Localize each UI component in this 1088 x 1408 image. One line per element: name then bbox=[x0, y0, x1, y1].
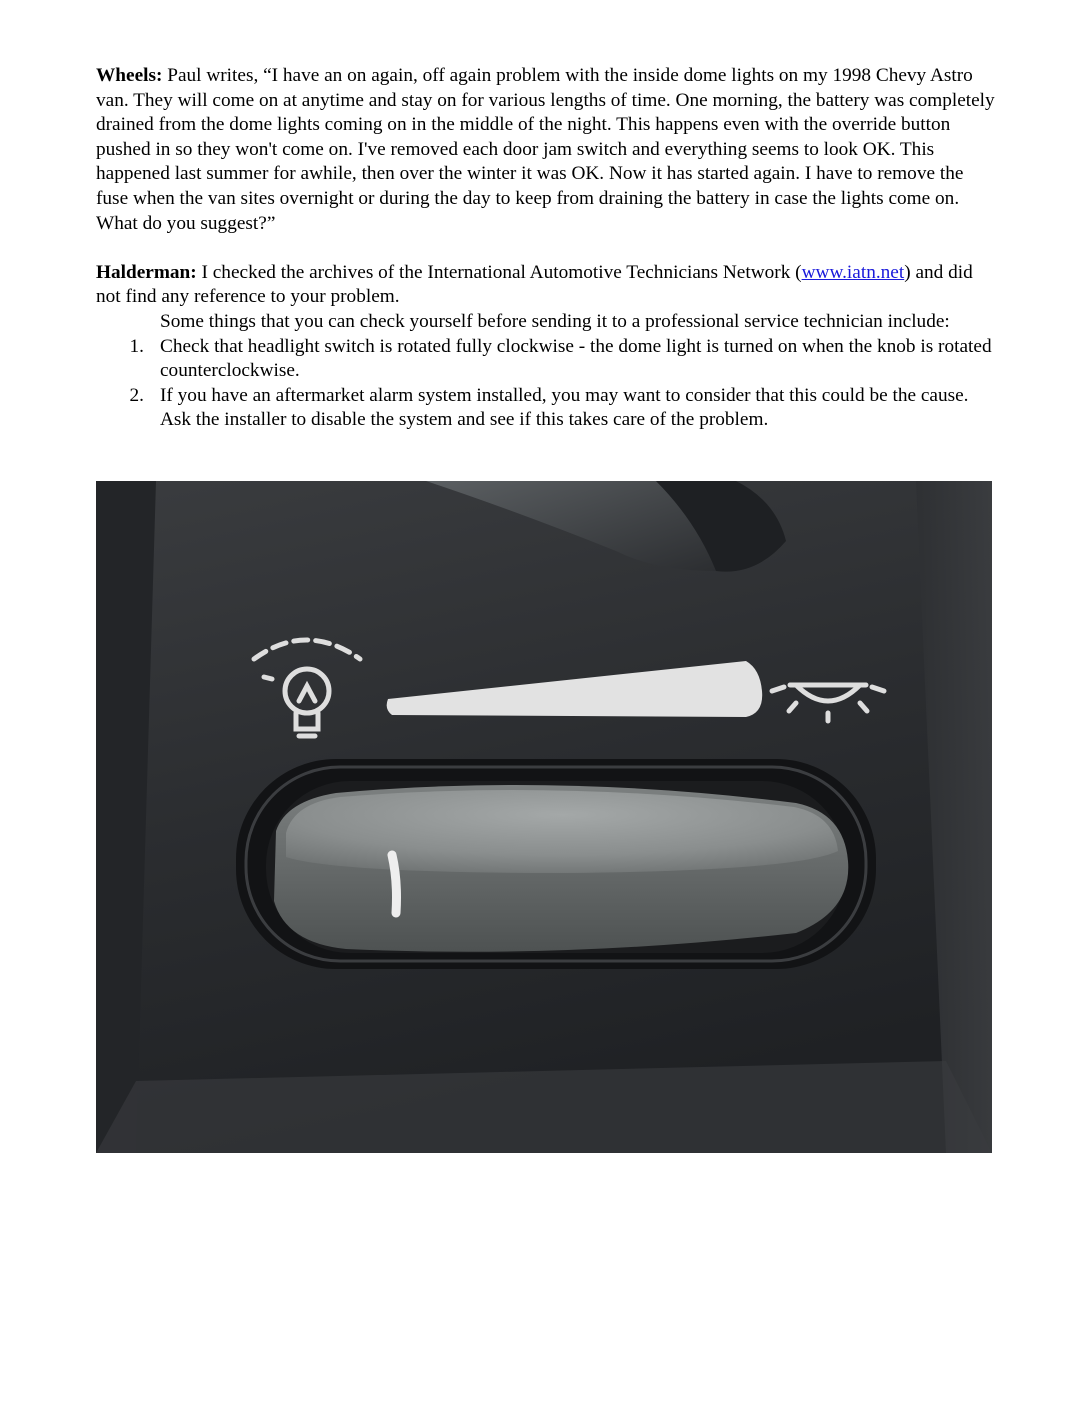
wheels-paragraph bbox=[96, 64, 996, 236]
halderman-answer-end: ) and did not find any reference to your problem. bbox=[96, 261, 973, 308]
wheels-label: Wheels: bbox=[96, 65, 163, 86]
article-text bbox=[96, 64, 996, 433]
list-text: Check that headlight switch is rotated fully clockwise - the dome light is turned on when the knob is rotated counterclockwise. bbox=[160, 335, 992, 382]
intro-text: Some things that you can check yourself before sending it to a professional service technician include: bbox=[160, 310, 950, 332]
halderman-paragraph bbox=[96, 261, 996, 310]
list-item bbox=[96, 335, 996, 384]
halderman-label: Halderman: bbox=[96, 261, 197, 283]
dome-light-knob bbox=[274, 785, 848, 952]
list-item bbox=[96, 384, 996, 433]
suggestion-list bbox=[96, 335, 996, 433]
switch-photo bbox=[96, 481, 992, 1153]
halderman-answer-start: I checked the archives of the International Automotive Technicians Network ( bbox=[196, 261, 802, 283]
paragraph-gap bbox=[96, 236, 996, 261]
list-number: 2. bbox=[129, 384, 144, 406]
wheels-question: Paul writes, “I have an on again, off again problem with the inside dome lights on my 1998 Chevy Astro van. They will come on at anytime and stay on for various lengths of time. One morning, the battery was completely drained from the dome lights coming on in the middle of the night. This happens even with the override button pushed in so they won't come on. I've removed each door jam switch and everything seems to look OK. This happened last summer for awhile, then over the winter it was OK. Now it has started again. I have to remove the fuse when the van sites overnight or during the day to keep from draining the battery in case the lights come on. What do you suggest?” bbox=[96, 65, 995, 234]
intro-paragraph bbox=[96, 310, 996, 335]
iatn-link[interactable]: www.iatn.net bbox=[801, 261, 905, 283]
list-number: 1. bbox=[129, 335, 144, 357]
list-text: If you have an aftermarket alarm system installed, you may want to consider that this could be the cause. Ask the installer to disable the system and see if this takes care of the problem. bbox=[160, 384, 969, 431]
